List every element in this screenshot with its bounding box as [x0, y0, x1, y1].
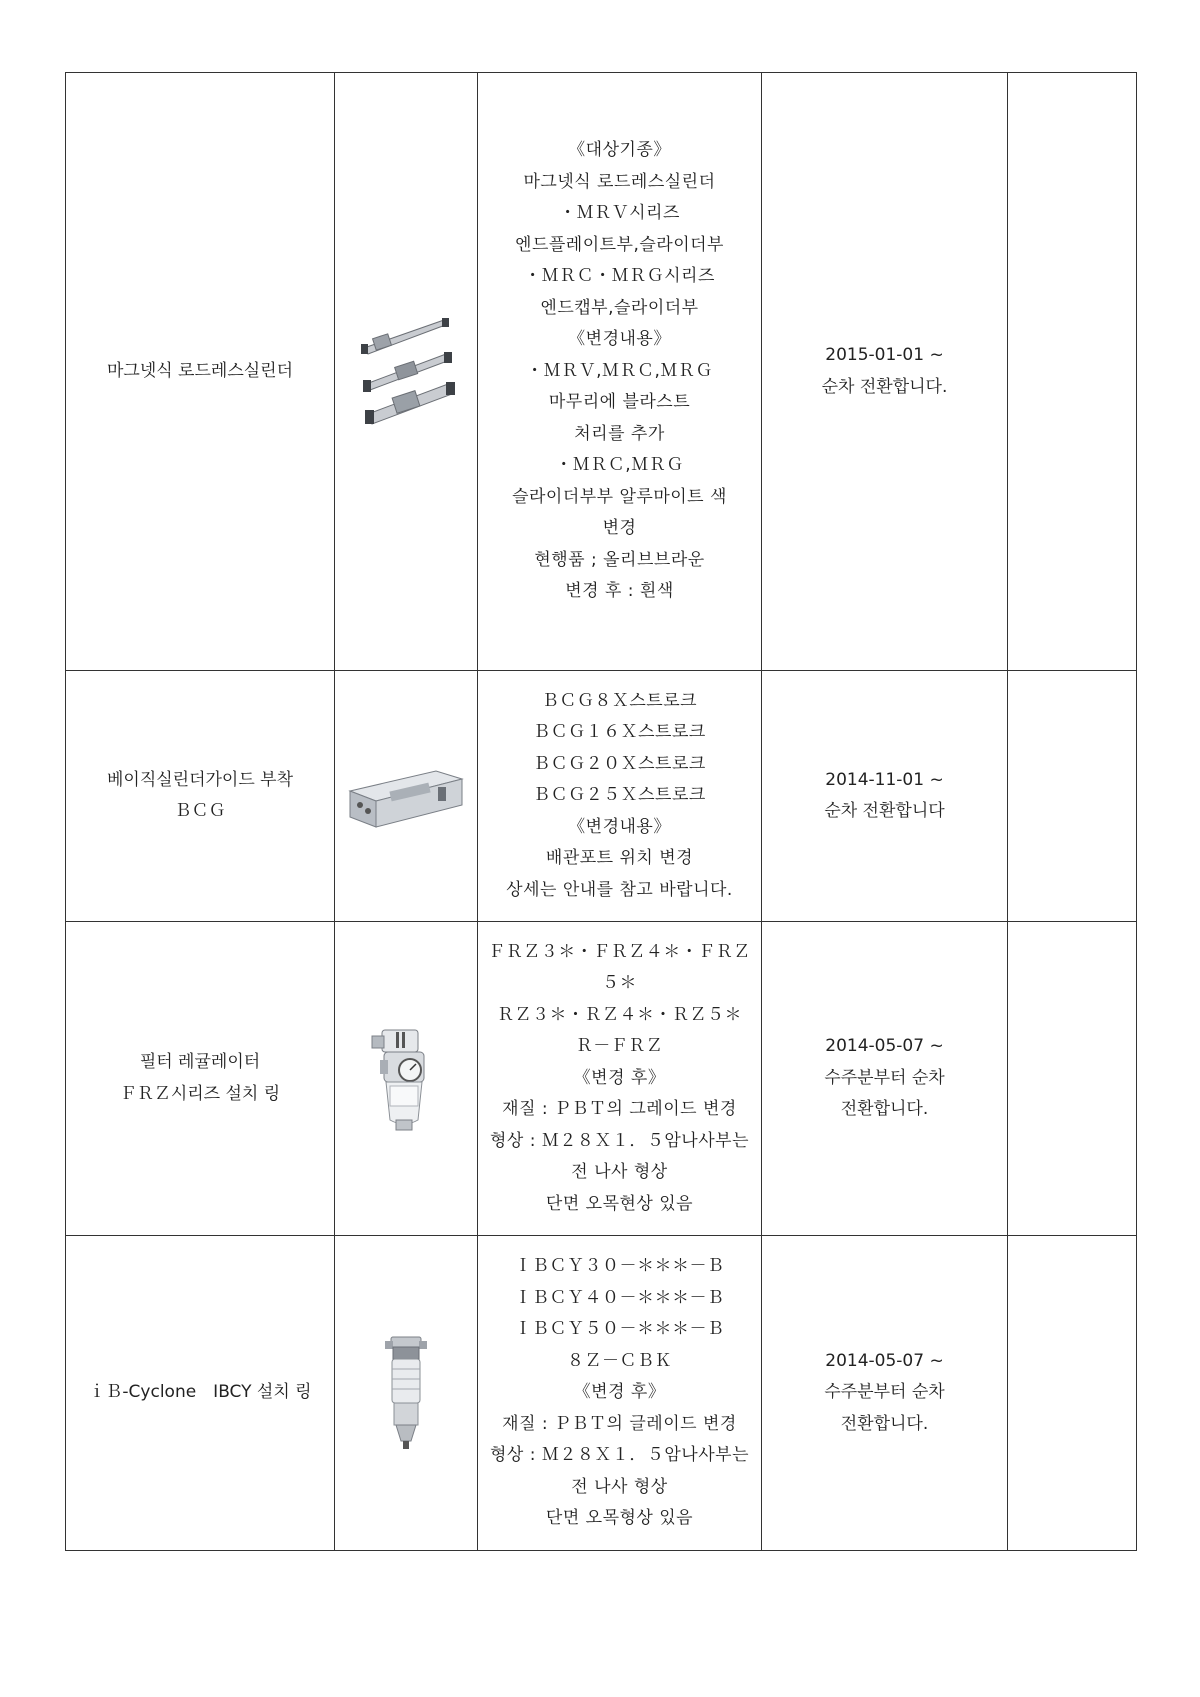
detail-line: 슬라이더부부 알루마이트 색 [512, 486, 727, 507]
detail-line: 변경 후 : 흰색 [565, 581, 674, 602]
product-name-cell [66, 922, 335, 1236]
detail-line: 전 나사 형상 [571, 1162, 668, 1183]
detail-line: 배관포트 위치 변경 [545, 848, 694, 869]
product-image-cell [335, 922, 478, 1236]
detail-line: ＲＺ３＊・ＲＺ４＊・ＲＺ５＊ [497, 1004, 742, 1025]
detail-line: 《변경내용》 [568, 329, 671, 350]
detail-line: ５＊ [602, 973, 637, 994]
date-line: 전환합니다. [840, 1413, 929, 1434]
detail-line: ＩＢＣＹ４０－＊＊＊－Ｂ [514, 1287, 725, 1308]
change-detail-cell [478, 73, 762, 671]
date-line: 2014-05-07 ~ [825, 1036, 944, 1057]
product-name-cell [66, 1236, 335, 1551]
table-row [66, 671, 1137, 922]
detail-line: ＢＣＧ８Ｘ스트로크 [541, 690, 698, 711]
detail-line: ＦＲＺ３＊・ＦＲＺ４＊・ＦＲＺ [488, 941, 751, 962]
detail-line: 형상 : Ｍ２８Ｘ１．５암나사부는 [490, 1445, 749, 1466]
detail-line: ・ＭＲＣ,ＭＲＧ [555, 455, 684, 476]
product-change-table [65, 72, 1137, 1551]
date-line: 수주분부터 순차 [824, 1382, 945, 1403]
product-image-cell [335, 1236, 478, 1551]
detail-line: 단면 오목현상 있음 [545, 1193, 694, 1214]
product-image-cell [335, 671, 478, 922]
detail-line: 전 나사 형상 [571, 1476, 668, 1497]
detail-line: 상세는 안내를 참고 바랍니다. [506, 879, 733, 900]
change-date-cell [762, 671, 1008, 922]
date-line: 2014-05-07 ~ [825, 1350, 944, 1371]
detail-line: ＢＣＧ２５Ｘ스트로크 [533, 785, 706, 806]
detail-line: ＩＢＣＹ３０－＊＊＊－Ｂ [514, 1256, 725, 1277]
note-cell [1008, 73, 1137, 671]
detail-line: 마그넷식 로드레스실린더 [523, 171, 716, 192]
detail-line: 《변경 후》 [573, 1067, 666, 1088]
detail-line: 《변경내용》 [568, 816, 671, 837]
detail-line: 단면 오목형상 있음 [545, 1508, 694, 1529]
product-name-line: ＢＣＧ [174, 801, 226, 821]
detail-line: ８Ｚ－ＣＢＫ [567, 1350, 672, 1371]
detail-line: 형상 : Ｍ２８Ｘ１．５암나사부는 [490, 1130, 749, 1151]
rodless-cylinder-image [356, 314, 456, 429]
product-name-line: ＦＲＺ시리즈 설치 링 [119, 1083, 281, 1104]
product-name-line: 베이직실린더가이드 부착 [106, 769, 294, 790]
product-name-cell [66, 671, 335, 922]
detail-line: 변경 [602, 518, 637, 539]
table-row [66, 922, 1137, 1236]
detail-line: ・ＭＲＶ,ＭＲＣ,ＭＲＧ [526, 360, 713, 381]
date-line: 전환합니다. [840, 1099, 929, 1120]
detail-line: 마무리에 블라스트 [548, 392, 691, 413]
change-date-cell [762, 922, 1008, 1236]
change-detail-cell [478, 1236, 762, 1551]
guide-cylinder-image [346, 761, 466, 831]
change-detail-cell [478, 671, 762, 922]
cyclone-filter-image [381, 1333, 431, 1453]
product-name-line: 필터 레귤레이터 [139, 1052, 261, 1072]
detail-line: 엔드캡부,슬라이더부 [540, 297, 699, 318]
product-name-line: ｉＢ-Cyclone IBCY 설치 링 [88, 1382, 312, 1403]
change-detail-cell [478, 922, 762, 1236]
date-line: 순차 전환합니다 [824, 801, 945, 821]
note-cell [1008, 922, 1137, 1236]
detail-line: 엔드플레이트부,슬라이더부 [515, 234, 724, 255]
detail-line: ＩＢＣＹ５０－＊＊＊－Ｂ [514, 1319, 725, 1340]
change-date-cell [762, 1236, 1008, 1551]
date-line: 수주분부터 순차 [824, 1067, 945, 1088]
date-line: 2015-01-01 ~ [825, 345, 944, 365]
detail-line: 현행품 ; 올리브브라운 [534, 549, 705, 570]
filter-regulator-image [366, 1024, 446, 1134]
detail-line: 처리를 추가 [574, 423, 665, 444]
table-row [66, 73, 1137, 671]
change-date-cell [762, 73, 1008, 671]
detail-line: 《변경 후》 [573, 1382, 666, 1403]
detail-line: ・ＭＲＶ시리즈 [559, 203, 680, 224]
note-cell [1008, 1236, 1137, 1551]
table-row [66, 1236, 1137, 1551]
detail-line: 《대상기종》 [568, 140, 671, 161]
product-image-cell [335, 73, 478, 671]
product-name-line: 마그넷식 로드레스실린더 [106, 360, 294, 381]
product-name-cell [66, 73, 335, 671]
detail-line: 재질 : ＰＢＴ의 그레이드 변경 [502, 1099, 737, 1120]
detail-line: ・ＭＲＣ・ＭＲＧ시리즈 [524, 266, 715, 287]
date-line: 2014-11-01 ~ [825, 769, 944, 790]
detail-line: ＢＣＧ１６Ｘ스트로크 [533, 722, 706, 743]
date-line: 순차 전환합니다. [821, 376, 948, 397]
note-cell [1008, 671, 1137, 922]
detail-line: 재질 : ＰＢＴ의 글레이드 변경 [502, 1413, 737, 1434]
detail-line: ＢＣＧ２０Ｘ스트로크 [533, 753, 706, 774]
detail-line: Ｒ－ＦＲＺ [575, 1036, 664, 1057]
